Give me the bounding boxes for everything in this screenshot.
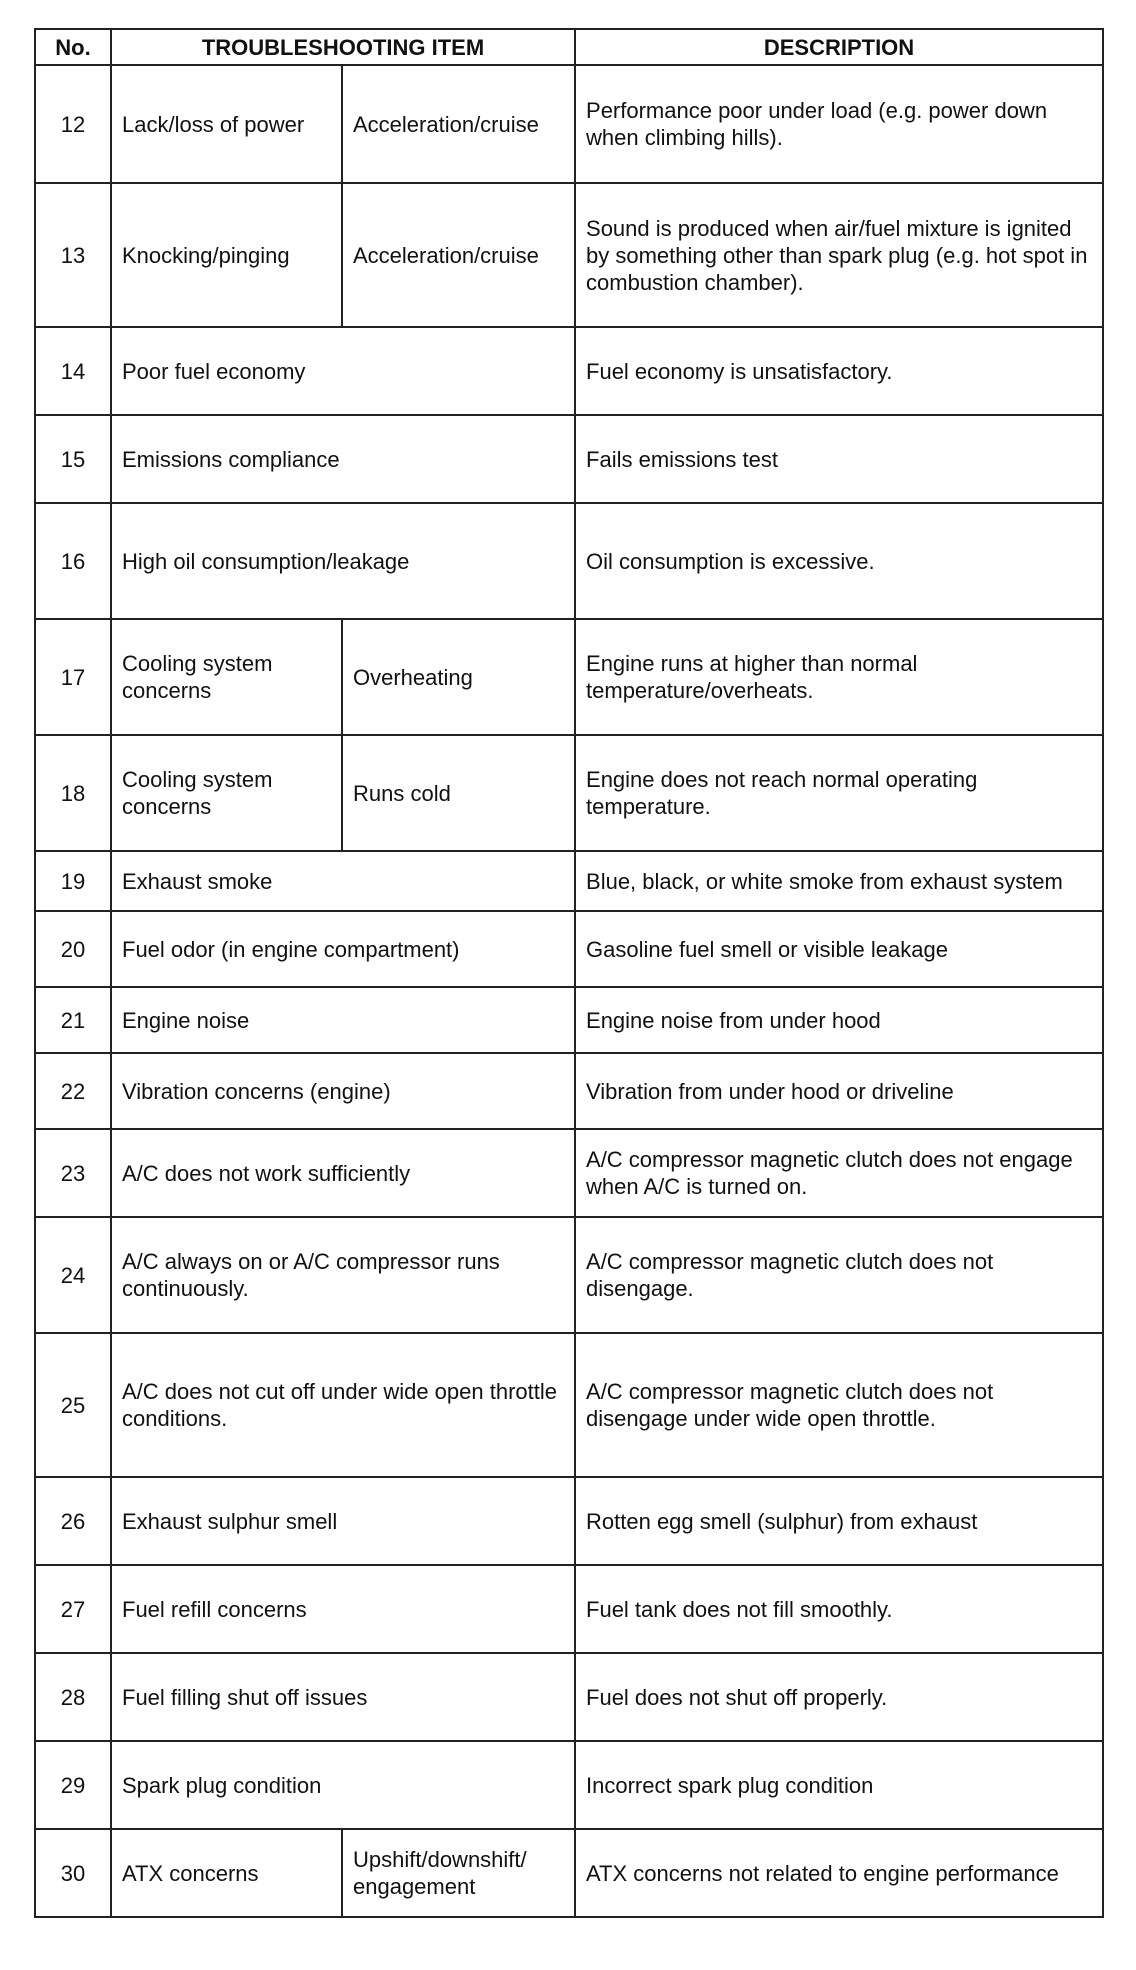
table-row bbox=[35, 911, 1103, 987]
table-row bbox=[35, 183, 1103, 327]
row-number: 17 bbox=[35, 619, 111, 735]
troubleshooting-item: Fuel filling shut off issues bbox=[111, 1653, 575, 1741]
troubleshooting-item: Engine noise bbox=[111, 987, 575, 1053]
table-row bbox=[35, 1217, 1103, 1333]
table-row bbox=[35, 987, 1103, 1053]
header-description: DESCRIPTION bbox=[575, 29, 1103, 65]
troubleshooting-item: A/C always on or A/C compressor runs continuously. bbox=[111, 1217, 575, 1333]
troubleshooting-subitem: Upshift/downshift/ engagement bbox=[342, 1829, 575, 1917]
troubleshooting-item: Fuel refill concerns bbox=[111, 1565, 575, 1653]
table-body bbox=[35, 65, 1103, 1917]
description: Rotten egg smell (sulphur) from exhaust bbox=[575, 1477, 1103, 1565]
table-row bbox=[35, 65, 1103, 183]
description: Fails emissions test bbox=[575, 415, 1103, 503]
header-no: No. bbox=[35, 29, 111, 65]
row-number: 22 bbox=[35, 1053, 111, 1129]
row-number: 21 bbox=[35, 987, 111, 1053]
row-number: 12 bbox=[35, 65, 111, 183]
table-row bbox=[35, 735, 1103, 851]
troubleshooting-subitem: Runs cold bbox=[342, 735, 575, 851]
troubleshooting-subitem: Acceleration/cruise bbox=[342, 183, 575, 327]
table-row bbox=[35, 1829, 1103, 1917]
troubleshooting-item: ATX concerns bbox=[111, 1829, 342, 1917]
troubleshooting-item: High oil consumption/leakage bbox=[111, 503, 575, 619]
table-row bbox=[35, 1129, 1103, 1217]
troubleshooting-item: Exhaust smoke bbox=[111, 851, 575, 911]
table-row bbox=[35, 851, 1103, 911]
row-number: 15 bbox=[35, 415, 111, 503]
troubleshooting-item: Poor fuel economy bbox=[111, 327, 575, 415]
row-number: 24 bbox=[35, 1217, 111, 1333]
troubleshooting-item: Lack/loss of power bbox=[111, 65, 342, 183]
troubleshooting-item: Emissions compliance bbox=[111, 415, 575, 503]
description: Fuel tank does not fill smoothly. bbox=[575, 1565, 1103, 1653]
description: Sound is produced when air/fuel mixture is ignited by something other than spark plug (e.g. hot spot in combustion chamber). bbox=[575, 183, 1103, 327]
row-number: 13 bbox=[35, 183, 111, 327]
description: A/C compressor magnetic clutch does not engage when A/C is turned on. bbox=[575, 1129, 1103, 1217]
table-row bbox=[35, 503, 1103, 619]
description: A/C compressor magnetic clutch does not disengage under wide open throttle. bbox=[575, 1333, 1103, 1477]
description: Fuel does not shut off properly. bbox=[575, 1653, 1103, 1741]
troubleshooting-subitem: Overheating bbox=[342, 619, 575, 735]
table-row bbox=[35, 1333, 1103, 1477]
troubleshooting-item: Cooling system concerns bbox=[111, 619, 342, 735]
table-row bbox=[35, 1477, 1103, 1565]
table-row bbox=[35, 327, 1103, 415]
troubleshooting-subitem: Acceleration/cruise bbox=[342, 65, 575, 183]
row-number: 23 bbox=[35, 1129, 111, 1217]
troubleshooting-item: Vibration concerns (engine) bbox=[111, 1053, 575, 1129]
row-number: 28 bbox=[35, 1653, 111, 1741]
description: Performance poor under load (e.g. power down when climbing hills). bbox=[575, 65, 1103, 183]
troubleshooting-item: A/C does not cut off under wide open throttle conditions. bbox=[111, 1333, 575, 1477]
description: Blue, black, or white smoke from exhaust system bbox=[575, 851, 1103, 911]
table-row bbox=[35, 1653, 1103, 1741]
row-number: 30 bbox=[35, 1829, 111, 1917]
troubleshooting-item: Spark plug condition bbox=[111, 1741, 575, 1829]
troubleshooting-table bbox=[34, 28, 1104, 1918]
table-row bbox=[35, 1565, 1103, 1653]
troubleshooting-item: Fuel odor (in engine compartment) bbox=[111, 911, 575, 987]
description: Oil consumption is excessive. bbox=[575, 503, 1103, 619]
description: Engine runs at higher than normal temperature/overheats. bbox=[575, 619, 1103, 735]
description: ATX concerns not related to engine performance bbox=[575, 1829, 1103, 1917]
row-number: 29 bbox=[35, 1741, 111, 1829]
table-row bbox=[35, 1053, 1103, 1129]
description: Fuel economy is unsatisfactory. bbox=[575, 327, 1103, 415]
table-row bbox=[35, 1741, 1103, 1829]
troubleshooting-item: Knocking/pinging bbox=[111, 183, 342, 327]
description: Engine noise from under hood bbox=[575, 987, 1103, 1053]
row-number: 27 bbox=[35, 1565, 111, 1653]
table-row bbox=[35, 619, 1103, 735]
description: Vibration from under hood or driveline bbox=[575, 1053, 1103, 1129]
troubleshooting-item: Cooling system concerns bbox=[111, 735, 342, 851]
table-row bbox=[35, 415, 1103, 503]
description: Gasoline fuel smell or visible leakage bbox=[575, 911, 1103, 987]
header-row bbox=[35, 29, 1103, 65]
row-number: 26 bbox=[35, 1477, 111, 1565]
description: Engine does not reach normal operating temperature. bbox=[575, 735, 1103, 851]
description: A/C compressor magnetic clutch does not disengage. bbox=[575, 1217, 1103, 1333]
row-number: 19 bbox=[35, 851, 111, 911]
header-troubleshooting-item: TROUBLESHOOTING ITEM bbox=[111, 29, 575, 65]
troubleshooting-item: Exhaust sulphur smell bbox=[111, 1477, 575, 1565]
row-number: 14 bbox=[35, 327, 111, 415]
row-number: 16 bbox=[35, 503, 111, 619]
row-number: 18 bbox=[35, 735, 111, 851]
row-number: 25 bbox=[35, 1333, 111, 1477]
troubleshooting-item: A/C does not work sufficiently bbox=[111, 1129, 575, 1217]
description: Incorrect spark plug condition bbox=[575, 1741, 1103, 1829]
row-number: 20 bbox=[35, 911, 111, 987]
